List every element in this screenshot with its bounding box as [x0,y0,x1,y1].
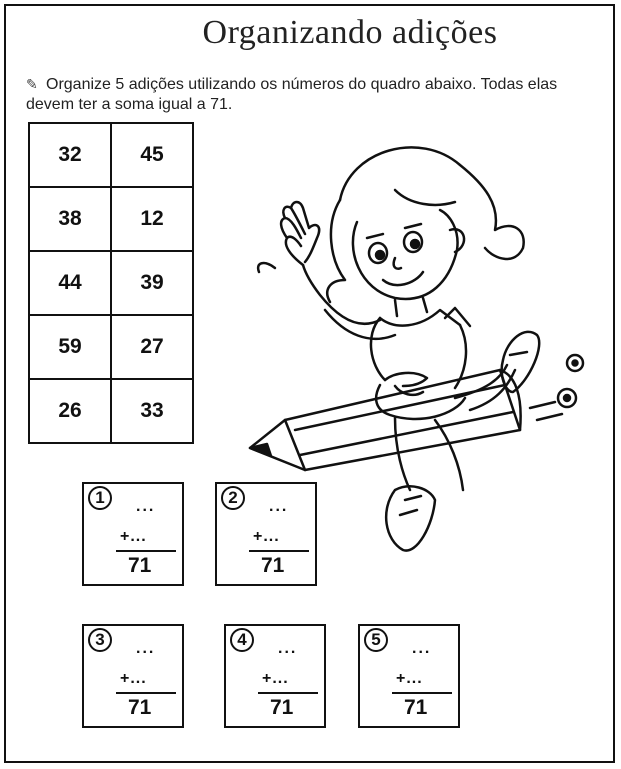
sum-line [116,550,176,552]
grid-cell: 33 [111,379,193,443]
box-number-badge: 4 [230,628,254,652]
addition-box [82,482,184,586]
box-number-badge: 2 [221,486,245,510]
numbers-grid [28,122,194,444]
grid-cell: 26 [29,379,111,443]
instruction [26,74,601,115]
grid-cell: 38 [29,187,111,251]
first-addend-blank: ... [278,640,298,657]
grid-cell: 39 [111,251,193,315]
first-addend-blank: ... [136,640,156,657]
sum-line [392,692,452,694]
sum-line [116,692,176,694]
addition-box [224,624,326,728]
sum-value: 71 [270,696,294,719]
grid-cell: 59 [29,315,111,379]
grid-row [29,315,193,379]
instruction-text: Organize 5 adições utilizando os números do quadro abaixo. Todas elas devem ter a soma igual a 71. [26,76,558,113]
box-number-badge: 1 [88,486,112,510]
grid-row [29,123,193,187]
grid-cell: 27 [111,315,193,379]
grid-cell: 44 [29,251,111,315]
grid-row [29,187,193,251]
sum-value: 71 [128,696,152,719]
addition-box [215,482,317,586]
grid-cell: 45 [111,123,193,187]
box-number-badge: 3 [88,628,112,652]
page-title: Organizando adições [202,14,498,51]
sum-value: 71 [128,554,152,577]
grid-row [29,251,193,315]
first-addend-blank: ... [412,640,432,657]
pencil-icon: ✎ [26,76,38,92]
first-addend-blank: ... [269,498,289,515]
second-addend-blank: +... [253,528,280,545]
sum-line [258,692,318,694]
grid-cell: 12 [111,187,193,251]
grid-row [29,379,193,443]
sum-value: 71 [404,696,428,719]
sum-line [249,550,309,552]
sum-value: 71 [261,554,285,577]
box-number-badge: 5 [364,628,388,652]
addition-box [358,624,460,728]
second-addend-blank: +... [120,670,147,687]
grid-cell: 32 [29,123,111,187]
second-addend-blank: +... [262,670,289,687]
second-addend-blank: +... [120,528,147,545]
first-addend-blank: ... [136,498,156,515]
second-addend-blank: +... [396,670,423,687]
addition-box [82,624,184,728]
